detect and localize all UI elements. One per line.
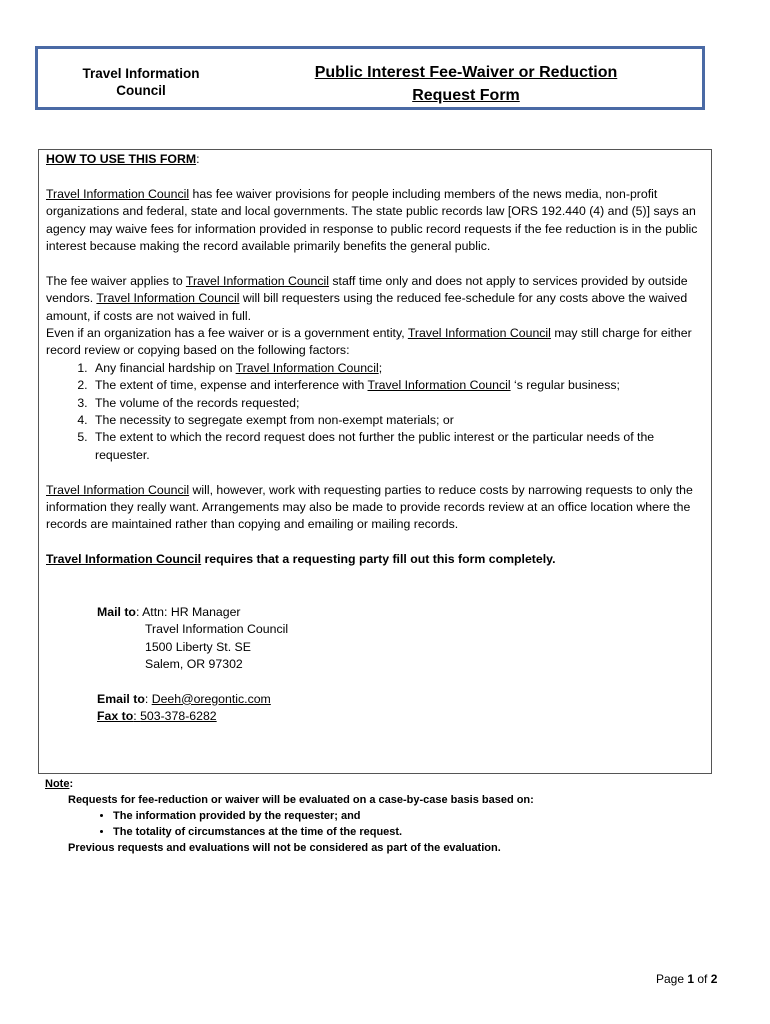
list-item: 5. The extent to which the record request does not further the public interest or the particular needs of the requester.: [91, 429, 705, 464]
mail-city: Salem, OR 97302: [145, 656, 243, 671]
note-bullets: [45, 808, 725, 840]
header-box: [35, 46, 705, 110]
form-title-line-2: Request Form: [412, 87, 520, 104]
form-title: [306, 61, 626, 107]
fax-line: Fax to: 503-378-6282: [97, 709, 217, 724]
list-item: 4. The necessity to segregate exempt from non-exempt materials; or: [91, 412, 705, 429]
instructions-box: [38, 149, 712, 774]
email-label: Email to: [97, 691, 145, 706]
form-title-line-1: Public Interest Fee-Waiver or Reduction: [314, 64, 618, 81]
council-name-link: Travel Information Council: [46, 186, 190, 201]
mail-attn: : Attn: HR Manager: [135, 604, 241, 619]
factors-list: [46, 360, 705, 464]
paragraph-charge-factors: Even if an organization has a fee waiver or is a government entity, Travel Information Council may still charge for either record review or copying based on the following factors:: [46, 326, 692, 358]
list-item: 1. Any financial hardship on Travel Information Council;: [91, 360, 705, 377]
list-item: • The information provided by the requester; and: [113, 808, 725, 824]
note-closing: Previous requests and evaluations will not be considered as part of the evaluation.: [68, 842, 501, 854]
paragraph-reduce-costs: Travel Information Council will, however, work with requesting parties to reduce costs by narrowing requests to only the information they really want. Arrangements may also be made to provide records review at an office location where the records are maintained rather than copying and emailing or mailing records.: [46, 482, 693, 532]
organization-name: Travel Information Council: [82, 66, 200, 98]
fax-number: 503-378-6282: [140, 709, 217, 724]
instructions-heading: HOW TO USE THIS FORM:: [46, 152, 200, 166]
mail-street: 1500 Liberty St. SE: [145, 639, 251, 654]
paragraph-fee-waiver-scope: The fee waiver applies to Travel Information Council staff time only and does not apply to services provided by outside vendors. Travel Information Council will bill requesters using the reduced fee-schedule for any costs above the waived amount, if costs are not waived in full.: [46, 273, 688, 323]
email-link[interactable]: Deeh@oregontic.com: [151, 691, 271, 706]
email-line: Email to: Deeh@oregontic.com: [97, 691, 271, 706]
paragraph-fee-waiver-provisions: Travel Information Council has fee waiver provisions for people including members of the news media, non-profit organizations and federal, state and local governments. The state public records law [ORS 192.440 (4) and (5)] says an agency may waive fees for information provided in response to public record requests if the fee reduction is in the public interest because making the record available primarily benefits the general public.: [46, 186, 698, 254]
fax-label: Fax to: [97, 709, 134, 724]
list-item: 3. The volume of the records requested;: [91, 395, 705, 412]
mail-to-label: Mail to: [97, 604, 136, 619]
note-intro: Requests for fee-reduction or waiver will be evaluated on a case-by-case basis based on:: [68, 794, 534, 806]
page-number: Page 1 of 2: [656, 972, 718, 986]
list-item: • The totality of circumstances at the time of the request.: [113, 824, 725, 840]
mail-to-block: [97, 604, 705, 726]
list-item: 2. The extent of time, expense and interference with Travel Information Council ‘s regular business;: [91, 377, 705, 394]
note-label: Note:: [45, 778, 74, 790]
mail-organization: Travel Information Council: [145, 622, 289, 637]
note-section: [45, 776, 725, 856]
paragraph-fill-form-requirement: Travel Information Council requires that a requesting party fill out this form completely.: [46, 552, 556, 567]
